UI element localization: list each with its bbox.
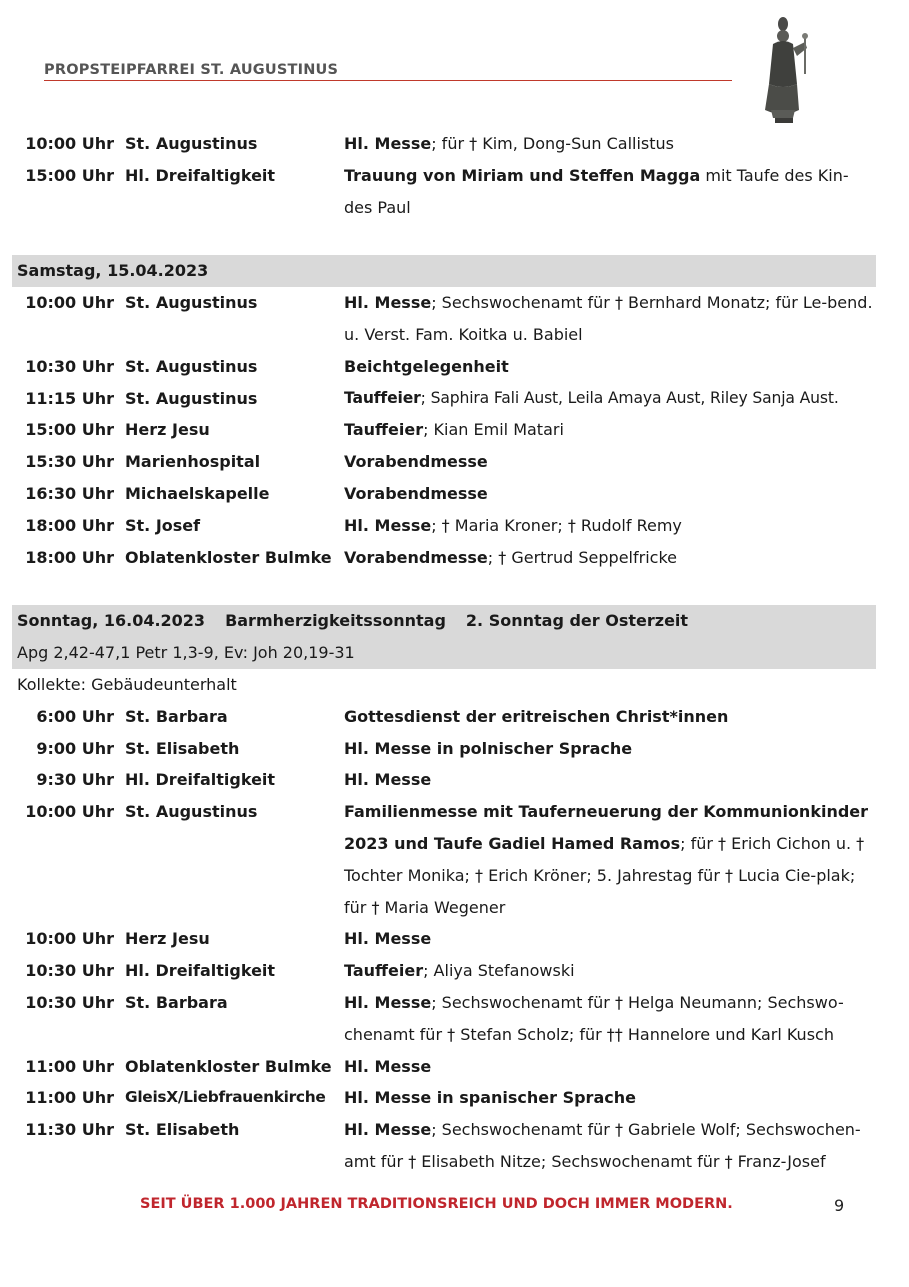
- schedule-entry: [12, 733, 876, 765]
- entry-title: Gottesdienst der eritreischen Christ*innen: [344, 706, 729, 726]
- schedule-entry: [12, 287, 876, 351]
- entry-description: [341, 287, 876, 351]
- entry-title: Vorabendmesse: [344, 483, 488, 503]
- entry-place: St. Augustinus: [125, 388, 258, 408]
- schedule-entry: [12, 510, 876, 542]
- entry-description: [341, 478, 876, 510]
- entry-title: Vorabendmesse: [344, 547, 488, 567]
- schedule-entry: [12, 987, 876, 1051]
- collection-note: Kollekte: Gebäudeunterhalt: [17, 674, 237, 694]
- entry-place: St. Elisabeth: [125, 738, 240, 758]
- entry-description: [341, 1051, 876, 1083]
- entry-description: [341, 796, 876, 923]
- entry-title: Tauffeier: [344, 388, 421, 407]
- schedule-entry: [12, 128, 876, 160]
- entry-place: St. Josef: [125, 515, 201, 535]
- entry-details: ; Kian Emil Matari: [423, 420, 564, 440]
- schedule-entry: [12, 414, 876, 446]
- entry-title: Hl. Messe: [344, 992, 432, 1012]
- entry-time: 11:15 Uhr: [25, 388, 114, 408]
- entry-place: Hl. Dreifaltigkeit: [125, 165, 276, 185]
- entry-description: [341, 1114, 876, 1178]
- page-number: 9: [834, 1196, 845, 1215]
- entry-time: 15:30 Uhr: [25, 452, 114, 472]
- entry-place: St. Augustinus: [125, 293, 258, 313]
- day-date: Samstag, 15.04.2023: [17, 261, 209, 281]
- day-date: Sonntag, 16.04.2023: [17, 611, 206, 631]
- entry-description: [341, 351, 876, 383]
- liturgical-season: 2. Sonntag der Osterzeit: [465, 611, 689, 631]
- entry-description: [341, 955, 876, 987]
- entry-description: [341, 987, 876, 1051]
- entry-title: Hl. Messe: [344, 1120, 432, 1140]
- entry-time: 10:00 Uhr: [25, 802, 114, 822]
- schedule-entry: [12, 796, 876, 923]
- entry-details: ; Aliya Stefanowski: [423, 961, 575, 981]
- entry-description: [341, 733, 876, 765]
- entry-place: Hl. Dreifaltigkeit: [125, 770, 276, 790]
- entry-place: St. Augustinus: [125, 356, 258, 376]
- header-divider: [44, 80, 732, 81]
- schedule-entry: [12, 1082, 876, 1114]
- schedule-entry: [12, 383, 876, 415]
- entry-place: St. Elisabeth: [125, 1120, 240, 1140]
- entry-title: Hl. Messe: [344, 770, 432, 790]
- entry-description: [341, 701, 876, 733]
- schedule-entry: [12, 351, 876, 383]
- entry-time: 10:00 Uhr: [25, 293, 114, 313]
- entry-details: ; Sechswochenamt für † Bernhard Monatz; für Le-bend. u. Verst. Fam. Koitka u. Babiel: [344, 293, 873, 344]
- day-heading-saturday: [12, 255, 876, 287]
- entry-title: Tauffeier: [344, 961, 424, 981]
- entry-place: St. Barbara: [125, 706, 228, 726]
- entry-time: 6:00 Uhr: [36, 706, 114, 726]
- entry-place: St. Barbara: [125, 992, 228, 1012]
- entry-details: mit Taufe des Kin-des Paul: [344, 165, 849, 217]
- entry-title: Hl. Messe: [344, 929, 432, 949]
- schedule-entry: [12, 955, 876, 987]
- entry-place: Herz Jesu: [125, 929, 210, 949]
- st-augustinus-statue-logo: [755, 14, 813, 126]
- entry-description: [341, 923, 876, 955]
- entry-details: ; † Maria Kroner; † Rudolf Remy: [431, 515, 682, 535]
- entry-title: Vorabendmesse: [344, 452, 488, 472]
- entry-title: Hl. Messe: [344, 134, 432, 153]
- entry-title: Familienmesse mit Tauferneuerung der Kommunionkinder 2023 und Taufe Gadiel Hamed Ramos: [344, 802, 869, 853]
- entry-time: 10:30 Uhr: [25, 961, 114, 981]
- sunday-name: Barmherzigkeitssonntag: [225, 611, 446, 631]
- entry-description: [341, 446, 876, 478]
- entry-title: Hl. Messe in polnischer Sprache: [344, 738, 633, 758]
- entry-details: ; für † Kim, Dong-Sun Callistus: [431, 134, 674, 153]
- schedule-entry: [12, 160, 876, 224]
- entry-details: ; für † Erich Cichon u. † Tochter Monika; † Erich Kröner; 5. Jahrestag für † Lucia Cie-plak; für † Maria Wegener: [344, 833, 865, 917]
- entry-title: Hl. Messe in spanischer Sprache: [344, 1088, 636, 1108]
- entry-place: Marienhospital: [125, 452, 261, 472]
- entry-details: ; Sechswochenamt für † Helga Neumann; Sechswo-chenamt für † Stefan Scholz; für †† Hannelore und Karl Kusch: [344, 992, 844, 1044]
- entry-place: Oblatenkloster Bulmke: [125, 1056, 332, 1076]
- entry-time: 11:30 Uhr: [25, 1120, 114, 1140]
- schedule-entry: [12, 701, 876, 733]
- entry-description: [341, 1082, 876, 1114]
- entry-description: [341, 128, 876, 160]
- entry-description: [341, 542, 876, 574]
- schedule-entry: [12, 923, 876, 955]
- entry-place: Herz Jesu: [125, 420, 210, 440]
- entry-description: [341, 383, 876, 415]
- entry-title: Hl. Messe: [344, 293, 432, 313]
- entry-details: ; Saphira Fali Aust, Leila Amaya Aust, Riley Sanja Aust.: [420, 388, 839, 407]
- entry-title: Tauffeier: [344, 420, 424, 440]
- footer-slogan: SEIT ÜBER 1.000 JAHREN TRADITIONSREICH UND DOCH IMMER MODERN.: [140, 1196, 733, 1212]
- page-header-title: PROPSTEIPFARREI ST. AUGUSTINUS: [44, 62, 339, 78]
- entry-place: St. Augustinus: [125, 802, 258, 822]
- schedule-entry: [12, 764, 876, 796]
- entry-time: 15:00 Uhr: [25, 165, 114, 185]
- entry-place: Hl. Dreifaltigkeit: [125, 961, 276, 981]
- entry-time: 10:30 Uhr: [25, 356, 114, 376]
- entry-description: [341, 414, 876, 446]
- schedule-entry: [12, 446, 876, 478]
- entry-place: Michaelskapelle: [125, 483, 270, 503]
- entry-time: 15:00 Uhr: [25, 420, 114, 440]
- entry-time: 18:00 Uhr: [25, 515, 114, 535]
- schedule-entry: [12, 1114, 876, 1178]
- entry-time: 9:00 Uhr: [36, 738, 114, 758]
- entry-time: 16:30 Uhr: [25, 483, 114, 503]
- entry-time: 18:00 Uhr: [25, 547, 114, 567]
- schedule-content: [12, 128, 876, 1178]
- entry-description: [341, 764, 876, 796]
- day-heading-sunday: [12, 605, 876, 637]
- entry-title: Hl. Messe: [344, 515, 432, 535]
- entry-title: Trauung von Miriam und Steffen Magga: [344, 165, 701, 185]
- entry-title: Beichtgelegenheit: [344, 356, 509, 376]
- entry-details: ; † Gertrud Seppelfricke: [487, 547, 677, 567]
- entry-time: 11:00 Uhr: [25, 1088, 114, 1108]
- sunday-readings: Apg 2,42-47,1 Petr 1,3-9, Ev: Joh 20,19-31: [12, 637, 876, 669]
- entry-place: St. Augustinus: [125, 134, 258, 153]
- entry-time: 10:00 Uhr: [25, 134, 114, 153]
- entry-time: 11:00 Uhr: [25, 1056, 114, 1076]
- entry-time: 10:30 Uhr: [25, 992, 114, 1012]
- entry-time: 10:00 Uhr: [25, 929, 114, 949]
- entry-time: 9:30 Uhr: [36, 770, 114, 790]
- entry-description: [341, 510, 876, 542]
- schedule-entry: [12, 542, 876, 574]
- entry-title: Hl. Messe: [344, 1056, 432, 1076]
- entry-details: ; Sechswochenamt für † Gabriele Wolf; Sechswochen-amt für † Elisabeth Nitze; Sechswochenamt für † Franz-Josef: [344, 1120, 861, 1171]
- entry-place: Oblatenkloster Bulmke: [125, 547, 332, 567]
- entry-place: GleisX/Liebfrauenkirche: [125, 1088, 326, 1107]
- entry-description: [341, 160, 876, 224]
- schedule-entry: [12, 1051, 876, 1083]
- schedule-entry: [12, 478, 876, 510]
